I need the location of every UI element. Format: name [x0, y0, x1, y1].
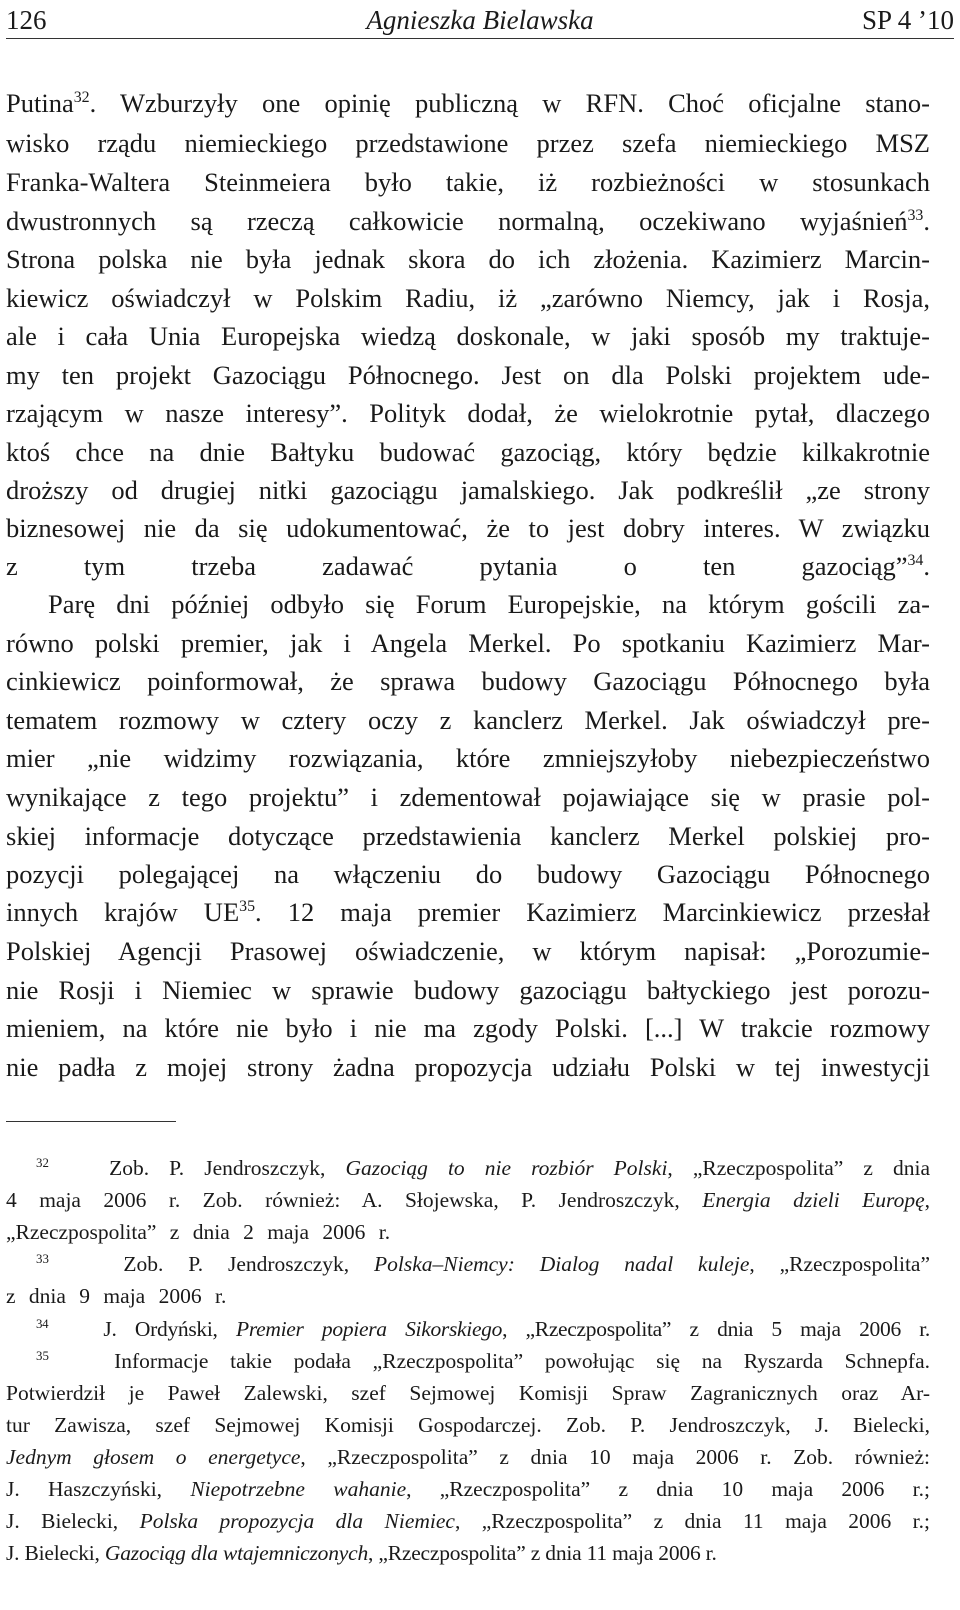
footnote-number: 34	[36, 1317, 49, 1332]
footnote-ref[interactable]: 32	[73, 89, 90, 107]
footnote-ref[interactable]: 33	[907, 207, 924, 225]
running-author: Agnieszka Bielawska	[366, 5, 594, 35]
header-rule	[6, 38, 954, 39]
footnote-line: „Rzeczpospolita” z dnia 2 maja 2006 r.	[6, 1220, 391, 1244]
footnote-line: J. Haszczyński, Niepotrzebne wahanie, „Rzeczpospolita” z dnia 10 maja 2006 r.;	[6, 1477, 930, 1501]
body-line: Polskiej Agencji Prasowej oświadczenie, w którym napisał: „Porozumie-	[6, 936, 930, 966]
body-line: biznesowej nie da się udokumentować, że to jest dobry interes. W związku	[6, 513, 930, 543]
body-line: Putina$^{32}$. Wzburzyły one opinię publiczną w RFN. Choć oficjalne stano-	[6, 88, 930, 118]
body-line: pozycji polegającej na włączeniu do budowy Gazociągu Północnego	[6, 859, 930, 889]
footnote-33: $^{33}$ Zob. P. Jendroszczyk, Polska–Niemcy: Dialog nadal kuleje, „Rzeczpospolita”	[36, 1252, 930, 1276]
footnote-ref[interactable]: 34	[907, 552, 924, 570]
body-line: innych krajów UE$^{35}$. 12 maja premier Kazimierz Marcinkiewicz przesłał	[6, 897, 930, 927]
body-line: kiewicz oświadczył w Polskim Radiu, iż „zarówno Niemcy, jak i Rosja,	[6, 283, 930, 313]
body-line: równo polski premier, jak i Angela Merkel. Po spotkaniu Kazimierz Mar-	[6, 628, 930, 658]
body-line: mier „nie widzimy rozwiązania, które zmniejszyłoby niebezpieczeństwo	[6, 743, 930, 773]
body-line: dwustronnych są rzeczą całkowicie normalną, oczekiwano wyjaśnień$^{33}$.	[6, 206, 930, 236]
footnote-line: 4 maja 2006 r. Zob. również: A. Słojewska, P. Jendroszczyk, Energia dzieli Europę,	[6, 1188, 930, 1212]
body-line: nie Rosji i Niemiec w sprawie budowy gazociągu bałtyckiego jest porozu-	[6, 975, 930, 1005]
body-line: Strona polska nie była jednak skora do ich złożenia. Kazimierz Marcin-	[6, 244, 930, 274]
footnote-line: J. Bielecki, Gazociąg dla wtajemniczonych, „Rzeczpospolita” z dnia 11 maja 2006 r.	[6, 1541, 717, 1565]
body-line: wisko rządu niemieckiego przedstawione przez szefa niemieckiego MSZ	[6, 128, 930, 158]
body-line: wynikające z tego projektu” i zdementował pojawiające się w prasie pol-	[6, 782, 930, 812]
body-line: my ten projekt Gazociągu Północnego. Jest on dla Polski projektem ude-	[6, 360, 930, 390]
body-line: ktoś chce na dnie Bałtyku budować gazociąg, który będzie kilkakrotnie	[6, 437, 930, 467]
footnote-32: $^{32}$ Zob. P. Jendroszczyk, Gazociąg to nie rozbiór Polski, „Rzeczpospolita” z dnia	[36, 1156, 930, 1180]
body-line: z tym trzeba zadawać pytania o ten gazociąg”$^{34}$.	[6, 551, 930, 581]
footnote-line: tur Zawisza, szef Sejmowej Komisji Gospodarczej. Zob. P. Jendroszczyk, J. Bielecki,	[6, 1413, 930, 1437]
body-line: droższy od drugiej nitki gazociągu jamalskiego. Jak podkreślił „ze strony	[6, 475, 930, 505]
footnote-line: z dnia 9 maja 2006 r.	[6, 1284, 227, 1308]
body-line: mieniem, na które nie było i nie ma zgody Polski. [...] W trakcie rozmowy	[6, 1013, 930, 1043]
footnote-35: $^{35}$ Informacje takie podała „Rzeczpospolita” powołując się na Ryszarda Schnepfa.	[36, 1349, 931, 1373]
body-line: nie padła z mojej strony żadna propozycja udziału Polski w tej inwestycji	[6, 1052, 930, 1082]
footnote-rule	[6, 1121, 176, 1122]
body-line: ale i cała Unia Europejska wiedzą doskonale, w jaki sposób my traktuje-	[6, 321, 930, 351]
journal-issue: SP 4 ’10	[861, 5, 954, 35]
footnote-34: $^{34}$ J. Ordyński, Premier popiera Sikorskiego, „Rzeczpospolita” z dnia 5 maja 2006 r.	[36, 1317, 931, 1341]
body-line: skiej informacje dotyczące przedstawienia kanclerz Merkel polskiej pro-	[6, 821, 930, 851]
footnote-ref[interactable]: 35	[239, 898, 256, 916]
footnote-line: Jednym głosem o energetyce, „Rzeczpospolita” z dnia 10 maja 2006 r. Zob. również:	[6, 1445, 930, 1469]
body-line: tematem rozmowy w cztery oczy z kanclerz Merkel. Jak oświadczył pre-	[6, 705, 930, 735]
body-line: Franka-Waltera Steinmeiera było takie, iż rozbieżności w stosunkach	[6, 167, 930, 197]
body-line: Parę dni później odbyło się Forum Europejskie, na którym gościli za-	[48, 589, 930, 619]
body-line: rzającym w nasze interesy”. Polityk dodał, że wielokrotnie pytał, dlaczego	[6, 398, 930, 428]
footnote-line: J. Bielecki, Polska propozycja dla Niemiec, „Rzeczpospolita” z dnia 11 maja 2006 r.;	[6, 1509, 930, 1533]
running-header	[6, 4, 954, 36]
footnote-number: 33	[36, 1252, 49, 1267]
body-line: cinkiewicz poinformował, że sprawa budowy Gazociągu Północnego była	[6, 666, 930, 696]
footnote-number: 35	[36, 1349, 49, 1364]
footnote-number: 32	[36, 1156, 49, 1171]
footnote-line: Potwierdził je Paweł Zalewski, szef Sejmowej Komisji Spraw Zagranicznych oraz Ar-	[6, 1381, 930, 1405]
page-number: 126	[6, 5, 47, 35]
